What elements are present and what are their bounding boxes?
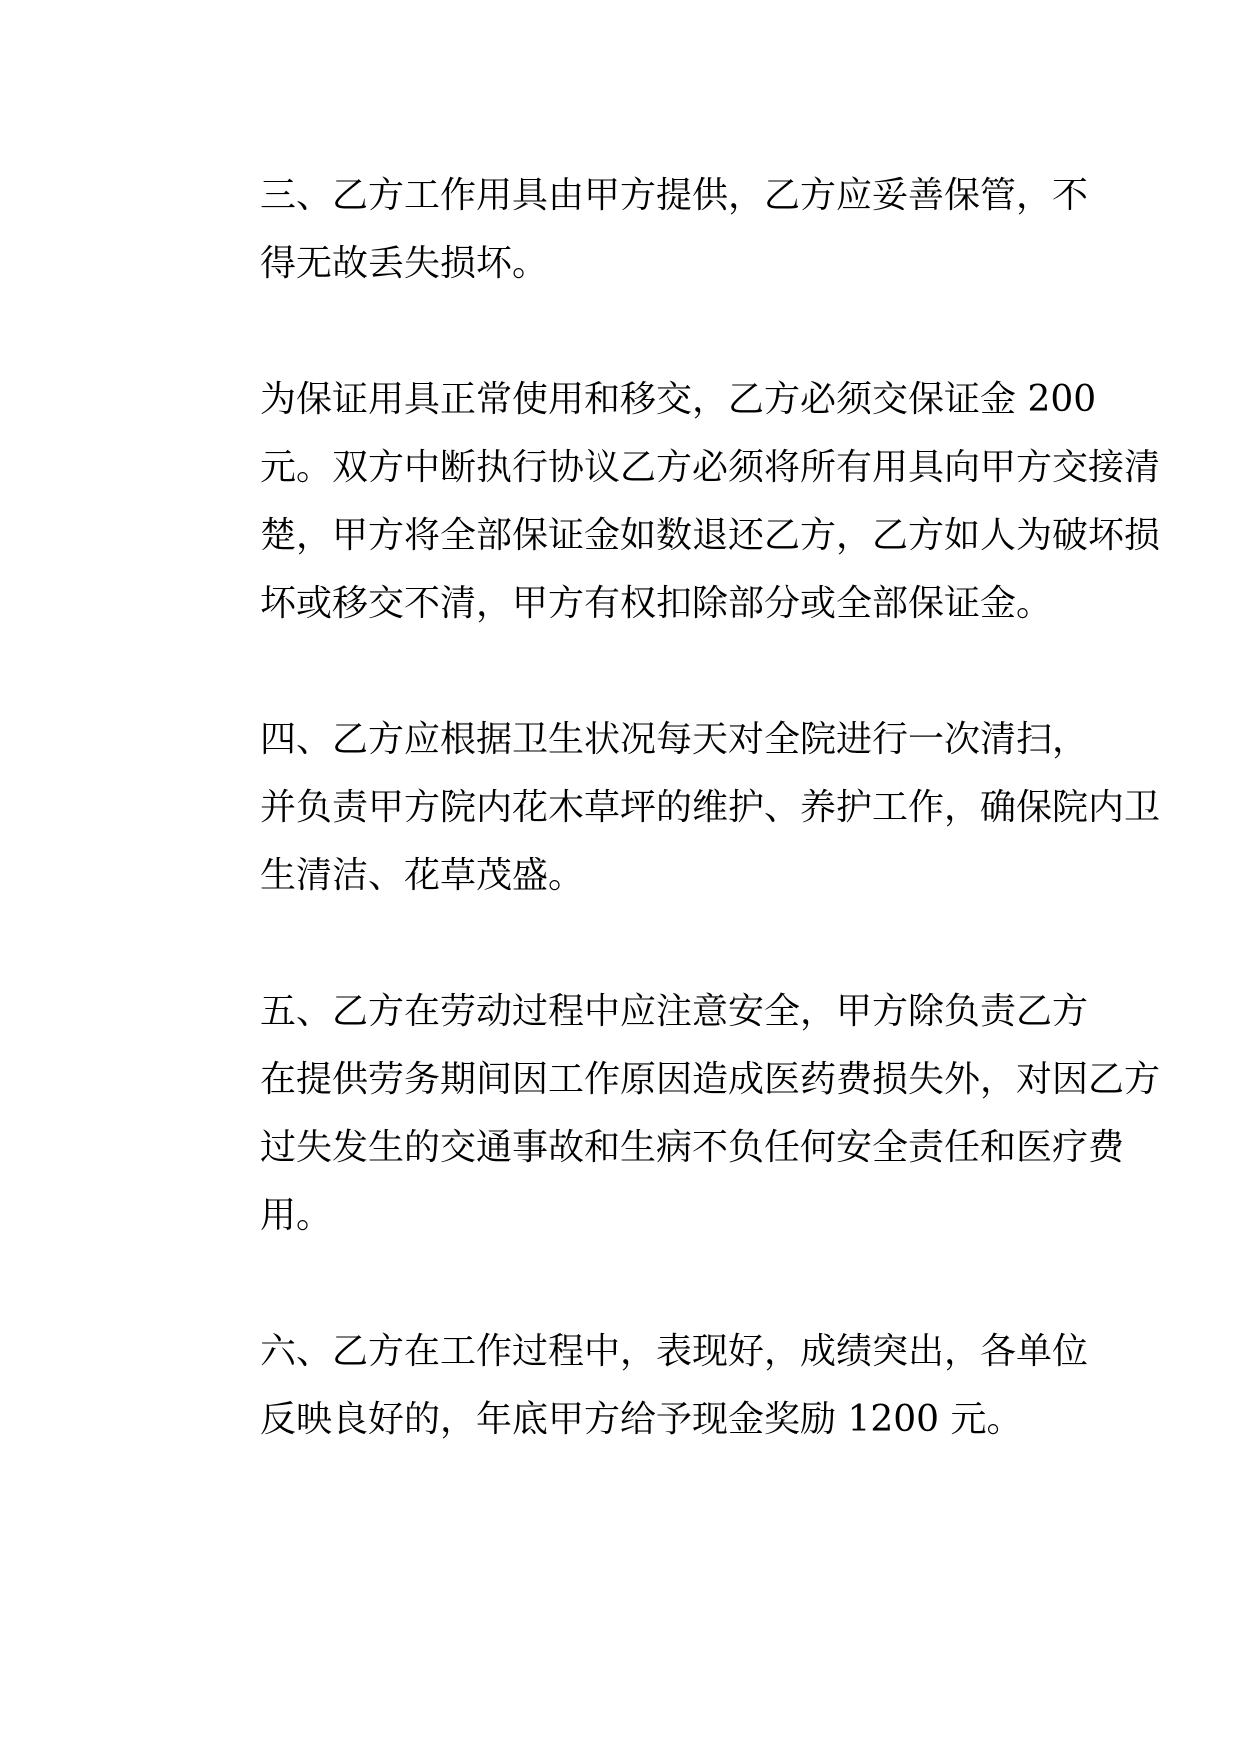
paragraph-line: 楚，甲方将全部保证金如数退还乙方，乙方如人为破坏损 bbox=[260, 515, 1161, 556]
paragraph-line: 坏或移交不清，甲方有权扣除部分或全部保证金。 bbox=[260, 583, 1053, 624]
paragraph-line: 用。 bbox=[260, 1195, 333, 1236]
document-body bbox=[188, 162, 1161, 1454]
paragraph-line: 六、乙方在工作过程中，表现好，成绩突出，各单位 bbox=[260, 1331, 1089, 1372]
paragraph-line: 在提供劳务期间因工作原因造成医药费损失外，对因乙方 bbox=[260, 1059, 1161, 1100]
paragraph-line: 生清洁、花草茂盛。 bbox=[260, 855, 585, 896]
paragraph-line: 反映良好的，年底甲方给予现金奖励 1200 元。 bbox=[260, 1399, 1023, 1440]
paragraph-line: 并负责甲方院内花木草坪的维护、养护工作，确保院内卫 bbox=[260, 787, 1161, 828]
paragraph-line: 过失发生的交通事故和生病不负任何安全责任和医疗费 bbox=[260, 1127, 1125, 1168]
paragraph-line: 为保证用具正常使用和移交，乙方必须交保证金 200 bbox=[260, 379, 1097, 420]
paragraph-line: 三、乙方工作用具由甲方提供，乙方应妥善保管，不 bbox=[260, 175, 1089, 216]
paragraph-line: 得无故丢失损坏。 bbox=[260, 243, 549, 284]
paragraph-deposit bbox=[188, 366, 1161, 638]
paragraph-line: 四、乙方应根据卫生状况每天对全院进行一次清扫， bbox=[260, 719, 1089, 760]
paragraph-line: 五、乙方在劳动过程中应注意安全，甲方除负责乙方 bbox=[260, 991, 1089, 1032]
paragraph-line: 元。双方中断执行协议乙方必须将所有用具向甲方交接清 bbox=[260, 447, 1161, 488]
paragraph-clause-5 bbox=[188, 978, 1161, 1250]
paragraph-clause-4 bbox=[188, 706, 1161, 910]
paragraph-clause-3 bbox=[188, 162, 1089, 298]
paragraph-clause-6 bbox=[188, 1318, 1089, 1454]
